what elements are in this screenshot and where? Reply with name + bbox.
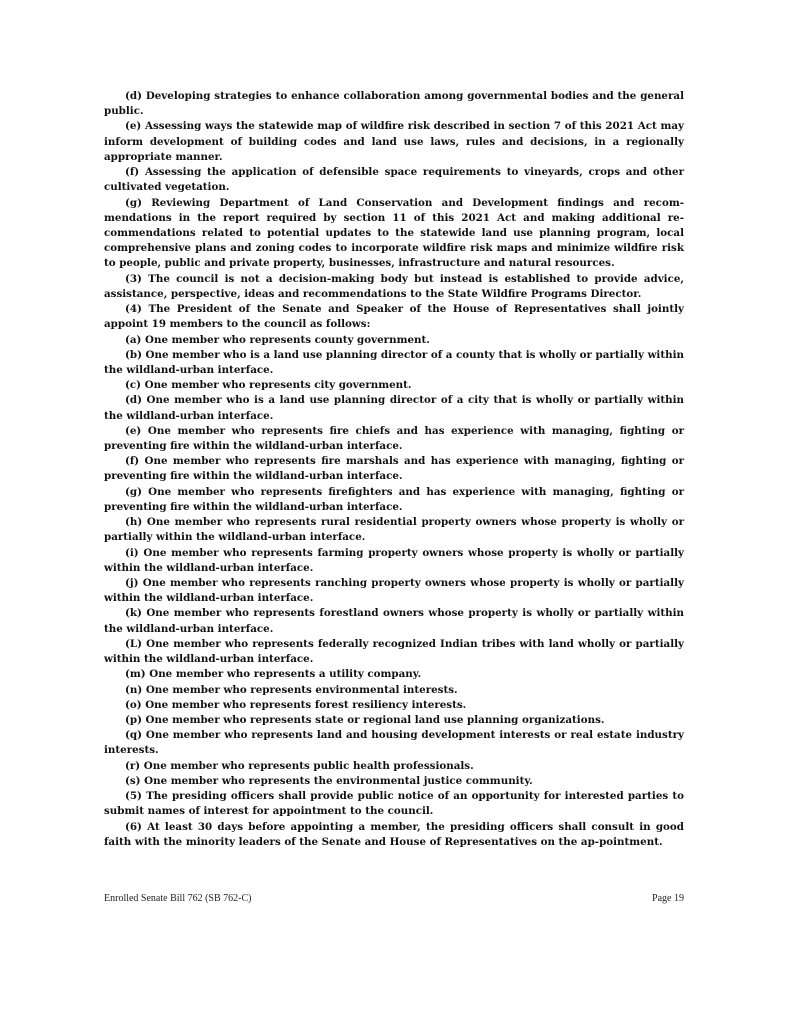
paragraph: (d) One member who is a land use planning director of a city that is wholly or partially within the wildland-urban interface. <box>104 394 684 422</box>
paragraph: (b) One member who is a land use planning director of a county that is wholly or partially within the wildland-urban interface. <box>104 348 684 376</box>
paragraph: (e) Assessing ways the statewide map of wildfire risk described in section 7 of this 2021 Act may inform development of building codes and land use laws, rules and decisions, in a regionally appropriate manner. <box>104 120 684 163</box>
paragraph: (L) One member who represents federally recognized Indian tribes with land wholly or partially within the wildland-urban interface. <box>104 637 684 666</box>
paragraph: (5) The presiding officers shall provide public notice of an opportunity for interested parties to submit names of interest for appointment to the council. <box>104 790 684 818</box>
paragraph: (3) The council is not a decision-making body but instead is established to provide advice, assistance, perspective, ideas and recommendations to the State Wildfire Programs Director. <box>104 272 684 300</box>
paragraph: (a) One member who represents county government. <box>125 333 430 346</box>
paragraph: (4) The President of the Senate and Speaker of the House of Representatives shall jointly appoint 19 members to the council as follows: <box>104 303 684 331</box>
bill-text <box>104 89 684 850</box>
paragraph: (j) One member who represents ranching property owners whose property is wholly or partially within the wildland-urban interface. <box>104 577 684 605</box>
paragraph: (6) At least 30 days before appointing a member, the presiding officers shall consult in good faith with the minority leaders of the Senate and House of Representatives on the ap-pointment. <box>104 820 684 848</box>
paragraph: (m) One member who represents a utility company. <box>125 668 422 681</box>
paragraph: (p) One member who represents state or regional land use planning organizations. <box>125 713 605 726</box>
paragraph: (e) One member who represents fire chiefs and has experience with managing, fighting or preventing fire within the wildland-urban interface. <box>104 424 684 453</box>
paragraph: (o) One member who represents forest resiliency interests. <box>125 698 467 711</box>
paragraph: (g) Reviewing Department of Land Conservation and Development findings and recom-mendations in the report required by section 11 of this 2021 Act and making additional re-commendations related to potential updates to the statewide land use planning program, local comprehensive plans and zoning codes to incorporate wildfire risk maps and minimize wildfire risk to people, public and private property, businesses, infrastructure and natural resources. <box>104 196 684 270</box>
paragraph: (q) One member who represents land and housing development interests or real estate industry interests. <box>104 729 684 757</box>
page-number: Page 19 <box>652 893 684 904</box>
paragraph: (h) One member who represents rural residential property owners whose property is wholly or partially within the wildland-urban interface. <box>104 516 684 544</box>
paragraph: (i) One member who represents farming property owners whose property is wholly or partially within the wildland-urban interface. <box>104 546 684 574</box>
paragraph: (s) One member who represents the environmental justice community. <box>125 774 533 787</box>
paragraph: (d) Developing strategies to enhance collaboration among governmental bodies and the general public. <box>104 90 684 118</box>
paragraph: (g) One member who represents firefighters and has experience with managing, fighting or preventing fire within the wildland-urban interface. <box>104 485 684 513</box>
bill-identifier: Enrolled Senate Bill 762 (SB 762-C) <box>104 893 252 904</box>
paragraph: (r) One member who represents public health professionals. <box>125 759 474 772</box>
paragraph: (f) One member who represents fire marshals and has experience with managing, fighting or preventing fire within the wildland-urban interface. <box>104 455 684 483</box>
paragraph: (k) One member who represents forestland owners whose property is wholly or partially within the wildland-urban interface. <box>104 607 684 635</box>
paragraph: (c) One member who represents city government. <box>125 379 412 392</box>
paragraph: (f) Assessing the application of defensible space requirements to vineyards, crops and other cultivated vegetation. <box>104 166 684 194</box>
paragraph: (n) One member who represents environmental interests. <box>125 683 458 696</box>
